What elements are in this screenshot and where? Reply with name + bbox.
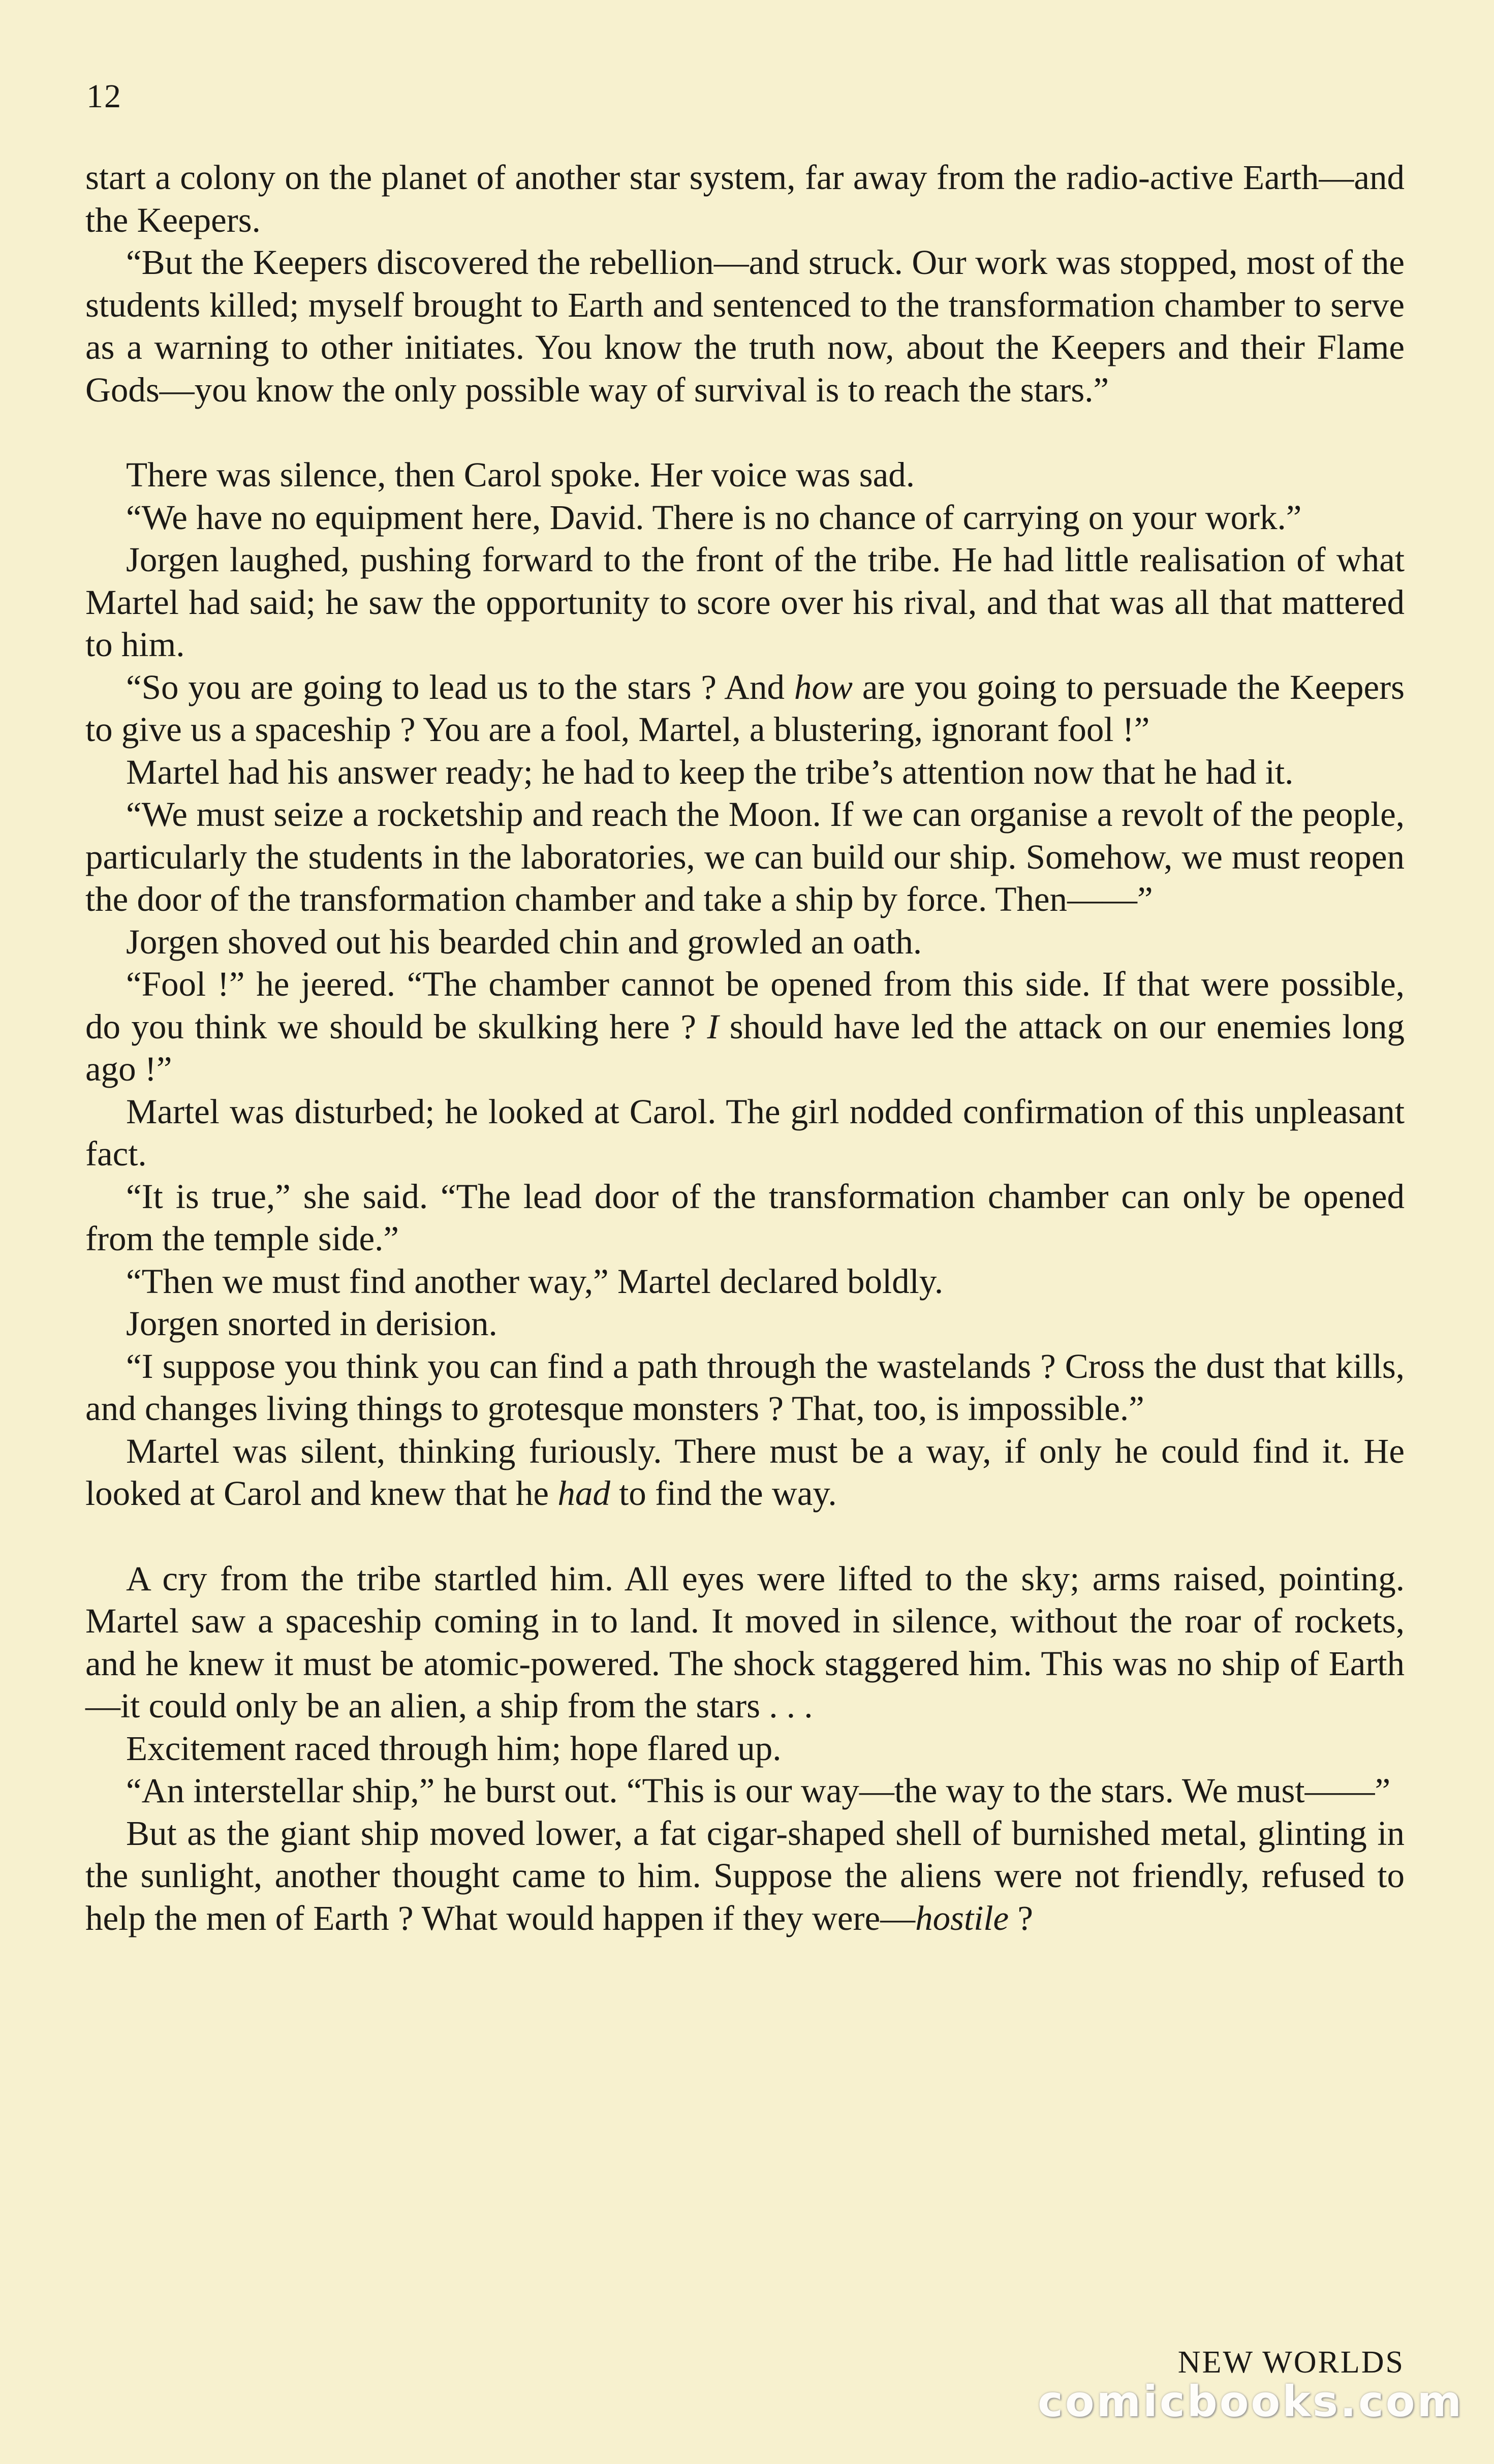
body-text xyxy=(85,157,1405,1939)
paragraph: “We have no equipment here, David. There is no chance of carrying on your work.” xyxy=(126,498,1302,537)
paragraph: “Fool !” he jeered. “The chamber cannot be opened from this side. If that were possible, do you think we should be skulking here ? I should have led the attack on our enemies long ago !” xyxy=(85,965,1405,1088)
page-number: 12 xyxy=(86,78,122,115)
paragraph: Martel was disturbed; he looked at Carol. The girl nodded confirmation of this unpleasant fact. xyxy=(85,1092,1405,1173)
paragraph: “An interstellar ship,” he burst out. “This is our way—the way to the stars. We must——” xyxy=(126,1771,1391,1810)
paragraph: “But the Keepers discovered the rebellion—and struck. Our work was stopped, most of the students killed; myself brought to Earth and sentenced to the transformation chamber to serve as a warning to other initiates. You know the truth now, about the Keepers and their Flame Gods—you know the only possible way of survival is to reach the stars.” xyxy=(85,243,1405,409)
paragraph: Martel had his answer ready; he had to keep the tribe’s attention now that he had it. xyxy=(126,752,1294,791)
running-footer: NEW WORLDS xyxy=(1177,2345,1405,2380)
watermark: comicbooks.com xyxy=(1038,2377,1464,2426)
paragraph: “Then we must find another way,” Martel declared boldly. xyxy=(126,1261,944,1301)
paragraph: start a colony on the planet of another star system, far away from the radio-active Earth—and the Keepers. xyxy=(85,158,1405,239)
paragraph: “It is true,” she said. “The lead door of the transformation chamber can only be opened from the temple side.” xyxy=(85,1177,1405,1258)
paragraph: But as the giant ship moved lower, a fat cigar-shaped shell of burnished metal, glinting in the sunlight, another thought came to him. Suppose the aliens were not friendly, refused to help the men of Earth ? What would happen if they were—hostile ? xyxy=(85,1813,1405,1937)
paragraph: Excitement raced through him; hope flared up. xyxy=(126,1729,782,1768)
paragraph: “So you are going to lead us to the stars ? And how are you going to persuade the Keepers to give us a spaceship ? You are a fool, Martel, a blustering, ignorant fool !” xyxy=(85,667,1405,749)
paragraph: A cry from the tribe startled him. All eyes were lifted to the sky; arms raised, pointing. Martel saw a spaceship coming in to land. It moved in silence, without the roar of rockets, and he knew it must be atomic-powered. The shock staggered him. This was no ship of Earth—it could only be an alien, a ship from the stars . . . xyxy=(85,1559,1405,1725)
paragraph: “We must seize a rocketship and reach the Moon. If we can organise a revolt of the people, particularly the students in the laboratories, we can build our ship. Somehow, we must reopen the door of the transformation chamber and take a ship by force. Then——” xyxy=(85,795,1405,918)
paragraph: Jorgen shoved out his bearded chin and growled an oath. xyxy=(126,922,922,961)
paragraph: Jorgen laughed, pushing forward to the front of the tribe. He had little realisation of what Martel had said; he saw the opportunity to score over his rival, and that was all that mattered to him. xyxy=(85,540,1405,664)
paragraph: There was silence, then Carol spoke. Her voice was sad. xyxy=(126,455,915,494)
paragraph: Jorgen snorted in derision. xyxy=(126,1304,497,1343)
paragraph: Martel was silent, thinking furiously. There must be a way, if only he could find it. He looked at Carol and knew that he had to find the way. xyxy=(85,1431,1405,1513)
paragraph: “I suppose you think you can find a path through the wastelands ? Cross the dust that kills, and changes living things to grotesque monsters ? That, too, is impossible.” xyxy=(85,1346,1405,1428)
